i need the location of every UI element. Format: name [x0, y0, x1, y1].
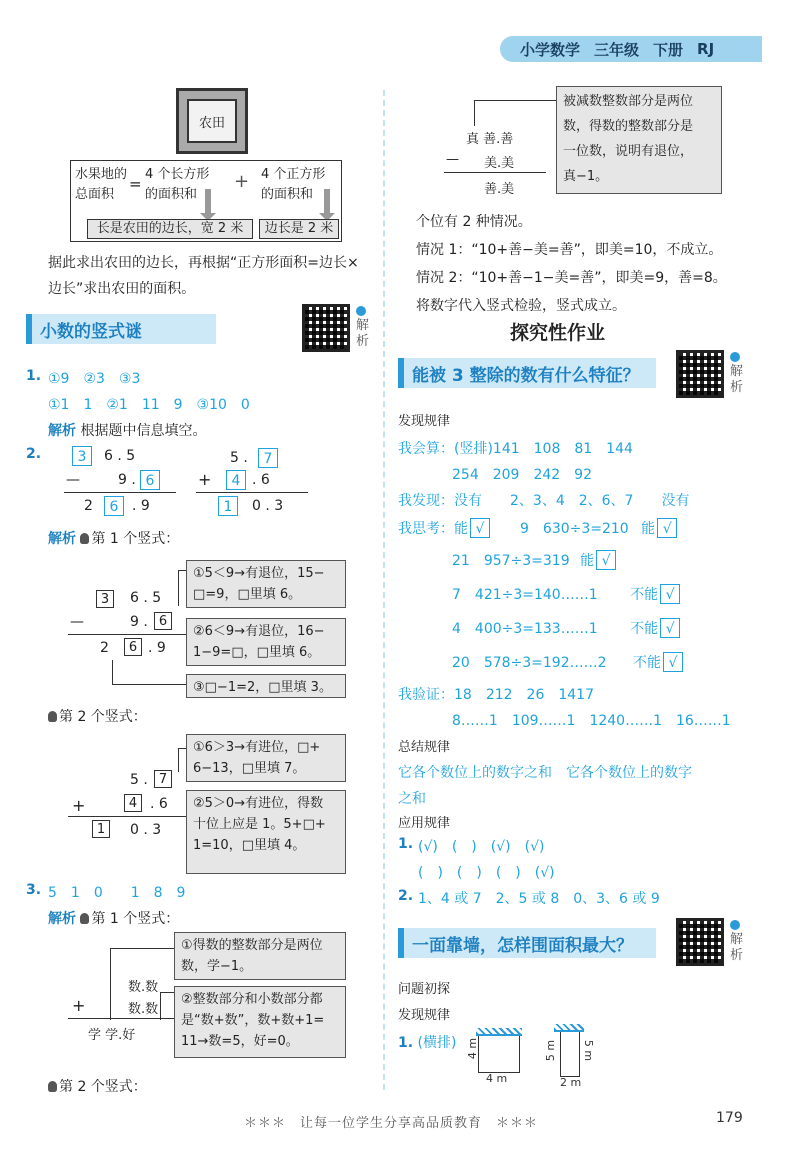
- formula-term1-line2: 的面积和: [145, 187, 198, 202]
- calc-row-2: 254 209 242 92: [452, 467, 592, 483]
- check-box: √: [660, 618, 680, 638]
- formula-term1: [145, 165, 209, 205]
- section-title-wall-enclosure: 一面靠墙，怎样围面积最大？: [398, 928, 656, 958]
- footer-slogan: ＊＊＊ 让每一位学生分享高品质教育 ＊＊＊: [244, 1116, 539, 1131]
- v1-note-2a: ②6＜9→有退位，16−: [193, 624, 325, 639]
- q2-analysis-1: [48, 528, 179, 548]
- q2a-row3b: . 9: [132, 498, 150, 514]
- field-label: 农田: [187, 99, 237, 143]
- v1-note-1a: ①5＜9→有退位，15−: [193, 566, 325, 581]
- column-divider: [383, 90, 385, 1090]
- q3-analysis-1-text: 第 1 个竖式：: [91, 911, 180, 927]
- v2-rule: [68, 816, 180, 817]
- q2a-row3a: 2: [84, 498, 93, 514]
- q3-analysis-2-text: 第 2 个竖式：: [59, 1079, 147, 1095]
- header-grade: 三年级: [594, 40, 640, 59]
- summary-line2: 之和: [398, 791, 426, 807]
- q2b-op: +: [198, 470, 212, 489]
- rect-a: [478, 1036, 520, 1073]
- q2a-op: —: [66, 472, 80, 488]
- v3-note-1a: ①得数的整数部分是两位: [181, 938, 323, 953]
- v3-note-2c: 11→数=5，好=0。: [181, 1034, 299, 1049]
- v1-op: —: [70, 614, 84, 630]
- apply-q1-line2: ( ) ( ) ( ) (√): [418, 865, 555, 881]
- v2-connector-1h: [178, 748, 186, 749]
- v2-box1: 7: [154, 770, 172, 788]
- q2b-box3: 1: [218, 496, 238, 516]
- apply-label: 应用规律: [398, 816, 451, 831]
- q2b-box1: 7: [258, 448, 278, 468]
- v3-rule: [68, 1018, 180, 1019]
- v1-rule: [68, 634, 180, 635]
- jiexi-label-3: 解析: [48, 911, 76, 927]
- v2-box3: 1: [92, 820, 110, 838]
- v2-note-1a: ①6＞3→有进位，□+: [193, 740, 321, 755]
- q2a-row2: 9 .: [118, 472, 136, 488]
- q2b-row2: . 6: [252, 472, 270, 488]
- v3-note-2a: ②整数部分和小数部分都: [181, 992, 323, 1007]
- dim-a-bottom: 4 m: [486, 1072, 508, 1085]
- v1-row3b: . 9: [148, 640, 166, 656]
- q2b-row3: 0 . 3: [252, 498, 284, 514]
- verify-values-1: 18 212 26 1417: [454, 687, 594, 703]
- v1-connector-3h: [112, 684, 186, 685]
- think-row-2-a: 21 957÷3=319: [452, 553, 570, 569]
- think-row-5-a: 20 578÷3=192……2: [452, 655, 607, 671]
- v1-connector-1: [178, 570, 179, 606]
- v4-row3: 善.美: [484, 182, 515, 197]
- formula-box: [70, 160, 342, 242]
- think-row-4-a: 4 400÷3=133……1: [452, 621, 598, 637]
- v1-connector-1h: [178, 570, 186, 571]
- check-box: √: [596, 550, 616, 570]
- case-p3: 情况 2：“10+善−1−美=善”，即美=9，善=8。: [416, 270, 727, 286]
- v2-connector-1: [178, 748, 179, 772]
- apply-q1-line1: (√) ( ) (√) (√): [418, 839, 545, 855]
- check-box: √: [470, 518, 490, 538]
- v3-connector-1h: [110, 948, 174, 949]
- formula-left-line2: 总面积: [75, 187, 115, 202]
- v2-row3: 0 . 3: [130, 822, 162, 838]
- formula-plus: +: [234, 171, 250, 192]
- v1-box1: 3: [96, 590, 114, 608]
- check-box: √: [657, 518, 677, 538]
- v3-row2: 数.数: [128, 1002, 159, 1017]
- think-row-1: [398, 518, 677, 538]
- check-box: √: [660, 584, 680, 604]
- heading-inquiry-homework: 探究性作业: [510, 322, 606, 344]
- summary-label: 总结规律: [398, 740, 451, 755]
- calc-label: 我会算：: [398, 441, 454, 457]
- dim-b-bottom: 2 m: [560, 1076, 582, 1089]
- q2-vertical-a: [66, 446, 182, 522]
- think-row-3-a: 7 421÷3=140……1: [452, 587, 598, 603]
- qr-code-icon[interactable]: [676, 350, 724, 398]
- verify-label: 我验证：: [398, 687, 454, 703]
- arrow-down-1: [205, 189, 211, 215]
- section-title-decimal-puzzle: 小数的竖式谜: [26, 314, 216, 344]
- v2-note-1b: 6−13，□里填 7。: [193, 761, 306, 776]
- formula-term2-line2: 的面积和: [261, 187, 314, 202]
- formula-left-line1: 水果地的: [75, 167, 128, 182]
- fx-q1-label: (横排): [417, 1035, 457, 1051]
- v1-note-3a: ③□−1=2，□里填 3。: [193, 680, 332, 695]
- v3-note-1: [174, 932, 346, 980]
- jiexi-label-2: 解析: [48, 531, 76, 547]
- dim-b-right: 5 m: [582, 1039, 596, 1062]
- v1-note-2: [186, 618, 346, 666]
- q3-analysis-2: [48, 1076, 147, 1096]
- v4-rule: [444, 172, 546, 173]
- v2-row1: 5 .: [130, 772, 148, 788]
- header-edition: RJ: [697, 40, 715, 58]
- q2-vertical-b: [196, 446, 308, 522]
- q1-answer-line1: ①9 ②3 ③3: [48, 371, 141, 387]
- discover-row: [398, 490, 689, 510]
- apply-q2-answer: 1、4 或 7 2、5 或 8 0、3、6 或 9: [418, 891, 660, 907]
- header-subject: 小学数学: [520, 40, 581, 59]
- enclosure-diagram-b: [540, 1024, 606, 1090]
- qr-label: 解析: [730, 364, 744, 395]
- case-p2: 情况 1：“10+善−美=善”，即美=10，不成立。: [416, 242, 723, 258]
- q3-answer: 5 1 0 1 8 9: [48, 885, 186, 901]
- v1-connector-3: [112, 660, 113, 684]
- v3-connector-2: [160, 992, 161, 1020]
- v2-note-1: [186, 734, 346, 782]
- v1-row2: 9 .: [130, 614, 148, 630]
- think-row-1-a: 能: [454, 521, 468, 537]
- v1-note-1: [186, 560, 346, 608]
- qr-code-icon[interactable]: [302, 304, 350, 352]
- explain-line1: 据此求出农田的边长，再根据“正方形面积=边长×: [48, 255, 359, 271]
- formula-term1-line1: 4 个长方形: [145, 167, 210, 182]
- bulb-icon: [80, 913, 89, 924]
- v3-row1: 数.数: [128, 980, 159, 995]
- think-row-5-c: 不能: [633, 655, 661, 671]
- summary-answer: [398, 760, 692, 812]
- think-row-1-b: 9 630÷3=210: [520, 521, 629, 537]
- v1-box3: 6: [124, 638, 142, 656]
- q1-number: 1.: [26, 368, 42, 384]
- verify-row-2: 8……1 109……1 1240……1 16……1: [452, 713, 731, 729]
- play-dot-icon: [356, 306, 366, 316]
- field-diagram: [176, 88, 248, 154]
- formula-note1: 长是农田的边长，宽 2 米: [87, 219, 253, 239]
- vertical-2: [66, 734, 366, 874]
- v4-row2: 美.美: [484, 156, 515, 171]
- v3-op: +: [72, 996, 86, 1015]
- q3-analysis-1: [48, 908, 179, 928]
- v2-note-2a: ②5＞0→有进位，得数: [193, 796, 324, 811]
- v4-note-b: 数，得数的整数部分是: [563, 119, 694, 134]
- formula-term2: [261, 165, 325, 205]
- page-number: 179: [716, 1110, 743, 1126]
- q2-analysis-2: [48, 706, 147, 726]
- case-analysis: [416, 208, 727, 320]
- q1-answer-line2: ①1 1 ②1 11 9 ③10 0: [48, 397, 250, 413]
- think-label: 我思考：: [398, 521, 454, 537]
- v1-row1: 6 . 5: [130, 590, 162, 606]
- wall-hatch-b: [554, 1024, 584, 1032]
- think-row-1-c: 能: [641, 521, 656, 537]
- discover-row-label: 我发现：: [398, 493, 454, 509]
- think-row-3-c: 不能: [630, 587, 659, 603]
- summary-line1: 它各个数位上的数字之和 它各个数位上的数字: [398, 765, 692, 781]
- q2a-box1: 3: [72, 446, 92, 466]
- vertical-1: [66, 560, 366, 700]
- check-box: √: [663, 652, 683, 672]
- dim-b-left: 5 m: [544, 1039, 558, 1062]
- formula-left-label: [75, 165, 127, 205]
- v4-row1: 真 善.善: [466, 132, 514, 147]
- bulb-icon: [48, 711, 57, 722]
- q3-number: 3.: [26, 882, 42, 898]
- v1-note-1b: □=9，□里填 6。: [193, 587, 302, 602]
- think-row-5: [452, 652, 683, 672]
- v3-connector-1: [110, 948, 111, 1020]
- v2-row2: . 6: [150, 796, 168, 812]
- case-p4: 将数字代入竖式检验，竖式成立。: [416, 298, 626, 314]
- q2b-rule: [196, 492, 308, 493]
- v1-row3a: 2: [100, 640, 109, 656]
- section-title-divisible-by-3: 能被 3 整除的数有什么特征？: [398, 358, 656, 388]
- q2a-box3: 6: [104, 496, 124, 516]
- apply-q2-number: 2.: [398, 888, 414, 904]
- v3-note-2b: 是“数+数”，数+数+1=: [181, 1013, 325, 1028]
- v4-connector-h: [474, 100, 556, 101]
- qr-label: 解析: [356, 318, 370, 349]
- q2-analysis-2-text: 第 2 个竖式：: [59, 709, 147, 725]
- calc-row-1: [398, 438, 633, 458]
- rect-b: [560, 1032, 580, 1077]
- q2-analysis-1-text: 第 1 个竖式：: [91, 531, 180, 547]
- play-dot-icon: [730, 352, 740, 362]
- field-explanation: [48, 250, 359, 302]
- formula-equals: =: [129, 175, 142, 193]
- enclosure-diagram-a: [466, 1028, 532, 1088]
- qr-label: 解析: [730, 932, 744, 963]
- q1-analysis-text: 根据题中信息填空。: [80, 423, 207, 439]
- q2b-row1: 5 .: [230, 450, 248, 466]
- bulb-icon: [80, 533, 89, 544]
- fx-q1: [398, 1032, 456, 1052]
- v4-note-c: 一位数，说明有退位，: [563, 144, 694, 159]
- apply-q1-number: 1.: [398, 836, 414, 852]
- formula-note2: 边长是 2 米: [259, 219, 339, 239]
- v2-op: +: [72, 796, 86, 815]
- bulb-icon: [48, 1081, 57, 1092]
- vertical-4: [444, 86, 774, 198]
- dim-a-side: 4 m: [466, 1037, 480, 1060]
- problem-explore-label: 问题初探: [398, 982, 451, 997]
- v4-note: [556, 86, 722, 194]
- think-row-4: [452, 618, 680, 638]
- v2-box2: 4: [124, 794, 142, 812]
- calc-values-1: (竖排)141 108 81 144: [454, 441, 633, 457]
- v4-op: —: [446, 152, 459, 167]
- v2-note-2b: 十位上应是 1。5+□+: [193, 817, 326, 832]
- wall-hatch-a: [476, 1028, 522, 1036]
- header-pill: [500, 36, 762, 62]
- verify-row-1: [398, 684, 594, 704]
- arrow-down-2: [324, 189, 330, 215]
- fx-q1-number: 1.: [398, 1035, 414, 1051]
- play-dot-icon: [730, 920, 740, 930]
- explain-line2: 边长”求出农田的面积。: [48, 281, 196, 297]
- jiexi-label: 解析: [48, 423, 76, 439]
- q2a-box2: 6: [140, 470, 160, 490]
- think-row-2: [452, 550, 616, 570]
- q2-number: 2.: [26, 446, 42, 462]
- case-p1: 个位有 2 种情况。: [416, 214, 532, 230]
- v2-note-2: [186, 790, 346, 874]
- v1-box2: 6: [154, 612, 172, 630]
- discover-label: 发现规律: [398, 414, 451, 429]
- v1-note-2b: 1−9=□，□里填 6。: [193, 645, 321, 660]
- q1-analysis: [48, 420, 206, 440]
- v3-connector-2h: [160, 992, 174, 993]
- v3-row3: 学 学.好: [88, 1028, 136, 1043]
- formula-term2-line1: 4 个正方形: [261, 167, 326, 182]
- v4-note-d: 真−1。: [563, 169, 609, 184]
- v1-note-3: [186, 674, 346, 698]
- v2-note-2c: 1=10，□里填 4。: [193, 838, 306, 853]
- v4-connector: [474, 100, 475, 126]
- discover-label-2: 发现规律: [398, 1008, 451, 1023]
- qr-code-icon[interactable]: [676, 918, 724, 966]
- think-row-2-c: 能: [580, 553, 595, 569]
- q2b-box2: 4: [226, 470, 246, 490]
- vertical-3: [66, 932, 366, 1072]
- q2a-row1: 6 . 5: [104, 448, 136, 464]
- think-row-4-c: 不能: [630, 621, 659, 637]
- discover-row-values: 没有 2、3、4 2、6、7 没有: [454, 493, 690, 509]
- v3-note-2: [174, 986, 346, 1058]
- think-row-3: [452, 584, 680, 604]
- v3-note-1b: 数，学−1。: [181, 959, 253, 974]
- q2a-rule: [64, 492, 176, 493]
- header-volume: 下册: [653, 40, 684, 59]
- v4-note-a: 被减数整数部分是两位: [563, 94, 694, 109]
